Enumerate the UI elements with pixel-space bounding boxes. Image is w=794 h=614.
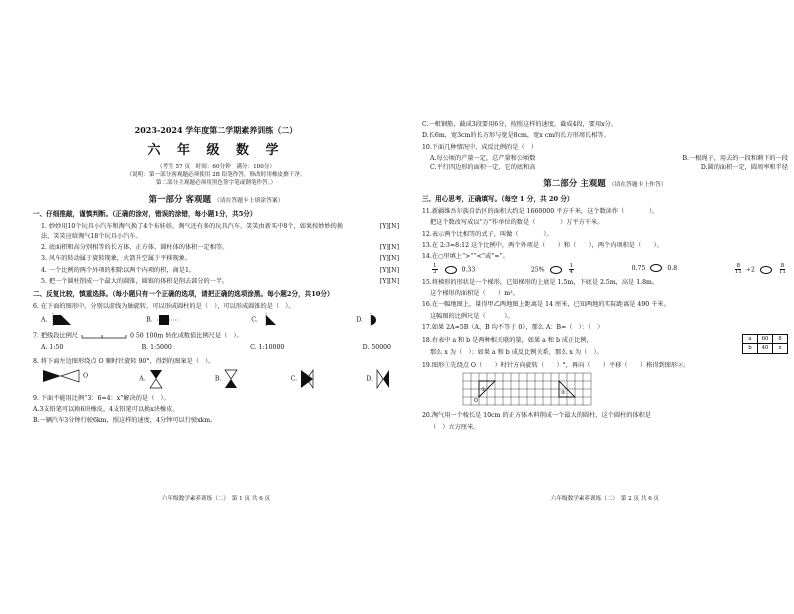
comparison-circle-2[interactable] [550,266,562,274]
q9-option-a[interactable]: A.3支铅笔可以换6块橡皮，4支铅笔可以换x块橡皮。 [33,406,179,414]
question-17: 17.如果 2A=5B（A、B 均不等于 0），那么 A：B=（ ）：（ ） [422,323,604,331]
line-scale-icon [80,331,128,341]
exam-title: 2023-2024 学年度第二学期素养训练（二） [134,125,298,135]
question-13: 13.在 2:3=8:12 这个比例中，两个外项是（ ）和（ ），两个内项积是（ ）。 [422,242,663,250]
scale-label-50: 50 [135,332,144,340]
right-footer: 六年级数学素养训练（二） 第 2 页 共 6 页 [550,495,660,502]
comparison-2: 25% $\frac{1}{4}$ [530,262,574,276]
point-o-label: O [474,398,478,405]
judge-mark-4[interactable]: [Y][N] [379,266,399,274]
part2-title: 第二部分 主观题 [543,179,606,190]
q8-original-figure [41,368,88,390]
judge-text-5: 5. 把一个圆柱削成一个最大的圆锥，圆锥的体积是削去部分的一半。 [41,277,229,285]
right-page [422,118,788,503]
rectangle-figure-icon [155,313,181,327]
scale-label-100: 100m [145,332,164,340]
rotated-figure-a-icon [148,368,164,390]
ab-table [742,334,788,353]
judge-mark-5[interactable]: [Y][N] [379,277,399,285]
judge-text-1: 1. 妙妙用10个玩具小汽车和淘气换了4个布娃娃，淘气还有多的玩具汽车，笑笑由新买中8个，如果按妙妙的换法，笑笑应给淘气18个玩具小汽车。 [41,223,344,240]
comparison-3: 0.75 0.8 [631,264,678,272]
q7-option-c[interactable]: C. 1:10000 [250,344,285,352]
q8-option-c[interactable]: C. [291,368,315,390]
q10-option-a[interactable]: A.每公顷的产量一定，总产量和公顷数 [430,154,536,162]
q8-option-b[interactable]: B. [215,368,239,390]
q10-options-row-1 [422,154,788,163]
part2-hint: （请在答题卡上作答） [608,182,667,189]
comparison-circle-3[interactable] [650,264,662,272]
part2-heading [422,178,788,191]
q10-option-b[interactable]: B.一根绳子，用去的一段和剩下的一段 [682,154,788,162]
question-16b: 这幅图的比例尺是（ ）。 [430,312,514,320]
q19-grid-figure [422,372,788,409]
judge-item-4 [33,266,399,275]
section2-heading: 二、反复比较，慎重选择。（每小题只有一个正确的选项，请把正确的选项涂黑。每小题2分，共10分） [33,290,334,299]
bowtie-figure-icon [41,368,81,384]
question-8: 8. 将下面左边图形绕点 O 顺时针旋转 90°，得到的图案是（ ）。 [33,357,215,365]
part1-hint: （请在答题卡上填涂答案） [213,197,284,204]
judge-mark-2[interactable]: [Y][N] [379,243,399,251]
q6-option-c[interactable]: C. [251,313,285,327]
section3-heading: 三、用心思考，正确填写。（每空 1 分，共 20 分） [422,195,574,204]
judge-item-1 [33,222,399,241]
comparison-row [422,264,788,276]
question-19: 19.图形①先绕点 O（ ）时针方向旋转（ ）°，再向（ ）平移（ ）格得到图形②。 [422,361,690,369]
q6-option-a[interactable]: A. [41,313,75,327]
left-page [33,118,399,503]
q10-options-row-2 [422,163,788,172]
question-18a: 18.右表中 a 和 b 是两种相关联的量，如果 a 和 b 成正比例， [422,337,593,345]
question-9: 9. 下面不能用比例“3：6=4：x”解决的是（ ）。 [33,394,170,402]
shape-2-label: ② [561,390,566,397]
judge-text-4: 4. 一个比例的两个外项的积除以两个内项的积，商是1。 [41,266,196,274]
judge-text-2: 2. 底面积和高分别相等的长方体、正方体、圆柱体的体积一定相等。 [41,243,229,251]
question-20b: （ ）立方厘米。 [430,423,480,431]
fraction-8-11-right: $\frac{8}{11}$ [778,262,786,276]
shape-1-label: ① [481,387,486,394]
question-11a: 11.新疆维吾尔族自治区的面积大约是 1660000 平方千米，这个数读作（ ）， [422,208,659,216]
comparison-1: $\frac{1}{3}$ 0.33 [433,262,476,276]
q8-option-d[interactable]: D. [366,368,391,390]
question-6: 6. 在下面的图形中，分别以虚线为轴旋转，可以形成圆柱的是（ ），可以形成圆锥的是（ ）。 [33,302,295,310]
question-14: 14.在○里填上“>”“<”或“=”。 [422,253,509,261]
exam-note-1: （说明：第一部分客观题必须使用 2B 铅笔作答，修改时用橡皮擦干净。 [126,171,306,178]
rotated-figure-d-icon [375,368,391,390]
semicircle-figure-icon [365,313,391,327]
comparison-circle-1[interactable] [445,266,457,274]
triangle-figure-icon [260,313,286,327]
judge-item-2 [33,243,399,252]
q9-option-b[interactable]: B.一辆汽车3分钟行驶6km，照这样的速度，4分钟可以行驶xkm。 [33,417,217,425]
q8-option-a[interactable]: A. [139,368,163,390]
question-20a: 20.淘气用一个棱长是 10cm 的正方体木料削成一个最大的圆柱，这个圆柱的体积是 [422,412,651,420]
question-10: 10.下面几种情况中，成反比例的是（ ） [422,143,538,151]
question-12: 12.表示两个比相等的式子，叫做（ ）。 [422,230,553,238]
q7-option-a[interactable]: A. 1:50 [41,344,64,352]
question-7: 7. 把线段比例尺 0 50 100m 转化成数值比例尺是（ ）。 [33,332,243,340]
comparison-4: $\frac{8}{11}$ ÷2 $\frac{8}{11}$ [734,262,786,276]
q9-option-c[interactable]: C.一根钢筋，截成3段要用6分，按照这样的速度，截成4段，要用x分。 [422,121,618,128]
question-7-options [33,343,399,352]
judge-mark-3[interactable]: [Y][N] [379,255,399,263]
fraction-1-4: $\frac{1}{4}$ [569,262,574,276]
comparison-circle-4[interactable] [760,266,772,274]
exam-subject: 六 年 级 数 学 [147,143,285,158]
exam-meta: （考生 57 页 时间：60分钟 满分：100分） [157,163,275,170]
q10-option-d[interactable]: D.圆的面积一定，圆周率和半径 [700,164,788,172]
q7-option-d[interactable]: D. 50000 [362,344,391,352]
fraction-1-3: $\frac{1}{3}$ [433,262,437,276]
question-6-options [33,313,399,327]
question-18b: 那么 x 为（ ）；如果 a 和 b 成反比例关系，那么 x 为（ ）。 [430,348,603,356]
q9-option-d[interactable]: D.长6m，宽3cm的长方形与宽是8cm，宽x cm的长方形周长相等。 [422,132,610,140]
rotated-figure-b-icon [223,368,239,390]
judge-mark-1[interactable]: [Y][N] [379,223,399,231]
section1-heading: 一、仔细推敲，谨慎判断。（正确的涂对，错误的涂错，每小题1分，共5分） [33,210,257,219]
scale-label-0: 0 [129,332,134,340]
point-o-label: O [82,372,89,380]
fraction-8-11-left: $\frac{8}{11}$ [734,262,742,276]
part1-title: 第一部分 客观题 [148,194,211,205]
judge-item-3 [33,254,399,263]
question-11b: 把这个数改写成以“万”作单位的数是（ ）万平方千米。 [430,219,604,227]
q6-option-d[interactable]: D. [356,313,391,327]
exam-note-2: 第二部分主观题必须用黑色签字笔或钢笔作答。） [155,180,277,187]
question-18 [422,334,788,359]
table-row: b 40 x [743,344,788,353]
judge-item-5 [33,277,399,286]
question-16a: 16.在一幅地图上，量得甲乙两地图上距离是 14 厘米，已知两地的实际距离是 490 千米。 [422,301,670,309]
question-15b: 这个梯形的面积是（ ）m²。 [430,290,519,298]
left-footer: 六年级数学素养训练（二） 第 1 页 共 6 页 [161,495,271,502]
table-row: a 60 8 [743,335,788,344]
q6-option-b[interactable]: B. [146,313,180,327]
q7-option-b[interactable]: B. 1:5000 [141,344,172,352]
question-8-options [33,368,399,390]
part1-heading [33,194,399,207]
judge-text-3: 3. 风车的转动属于旋转现象，火箭升空属于平移现象。 [41,255,192,263]
grid-diagram-icon [462,372,592,406]
q10-option-c[interactable]: C.平行四边形的面积一定，它的底和高 [430,164,536,172]
rotated-figure-c-icon [299,368,315,390]
trapezoid-figure-icon [49,313,75,327]
question-15a: 15.将梯形的形状是一个梯形，已知梯形的上底是 1.5m，下底是 2.5m，高是 1.8m。 [422,278,659,286]
